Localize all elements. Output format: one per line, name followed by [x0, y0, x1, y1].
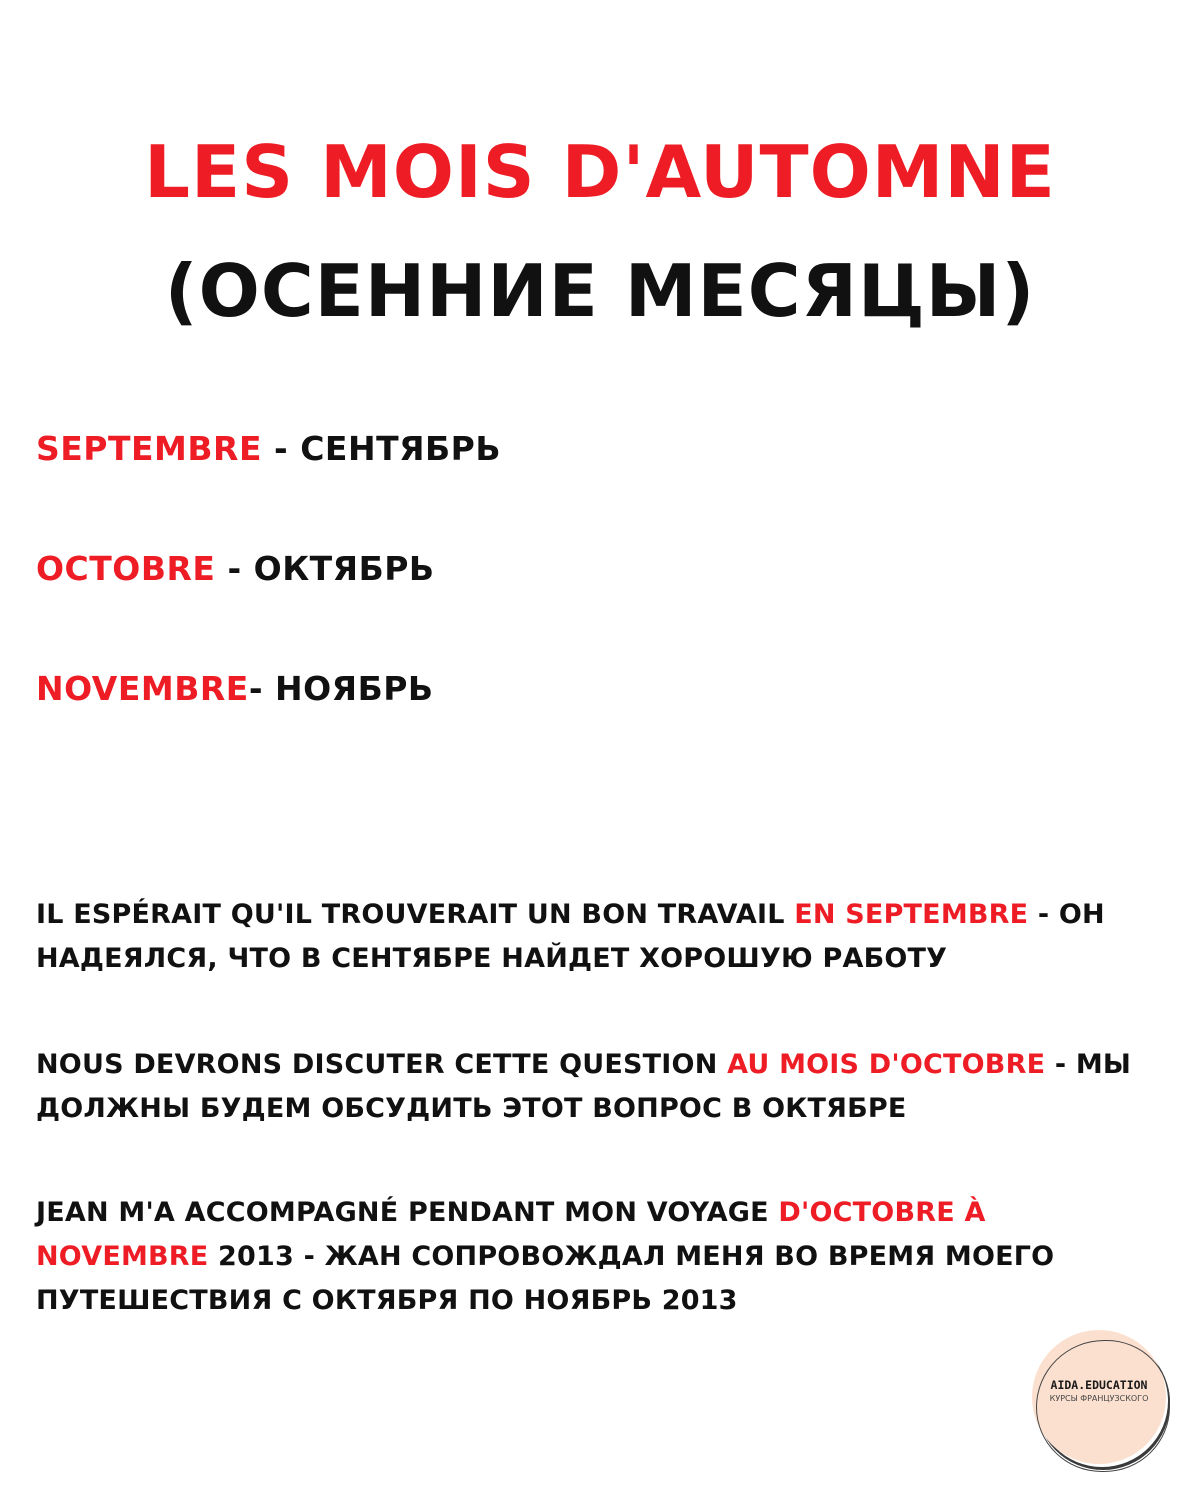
vocab-separator: - [215, 549, 254, 588]
vocab-separator: - [248, 669, 275, 708]
example-translation: 2013 - ЖАН СОПРОВОЖДАЛ МЕНЯ ВО ВРЕМЯ МОЕГО ПУТЕШЕСТВИЯ С ОКТЯБРЯ ПО НОЯБРЬ 2013 [36, 1241, 1055, 1316]
vocab-row-november [36, 669, 434, 708]
example-highlight: EN SEPTEMBRE [794, 899, 1029, 930]
vocab-row-september [36, 429, 501, 468]
page-title-french: LES MOIS D'AUTOMNE [144, 130, 1056, 215]
brand-logo [1032, 1330, 1166, 1464]
vocab-french-word: NOVEMBRE [36, 669, 249, 708]
example-text: NOUS DEVRONS DISCUTER CETTE QUESTION [36, 1049, 728, 1080]
vocab-russian-word: НОЯБРЬ [275, 669, 434, 708]
example-sentence-october-november [36, 1191, 1166, 1323]
vocab-french-word: OCTOBRE [36, 549, 216, 588]
logo-subtitle: КУРСЫ ФРАНЦУЗСКОГО [1049, 1394, 1149, 1403]
example-translation: - МЫ ДОЛЖНЫ БУДЕМ ОБСУДИТЬ ЭТОТ ВОПРОС В ОКТЯБРЕ [36, 1049, 1132, 1124]
example-highlight: D'OCTOBRE À NOVEMBRE [36, 1197, 986, 1272]
example-sentence-september [36, 893, 1166, 981]
example-highlight: AU MOIS D'OCTOBRE [727, 1049, 1046, 1080]
vocab-russian-word: ОКТЯБРЬ [253, 549, 435, 588]
vocab-separator: - [262, 429, 301, 468]
example-sentence-october [36, 1043, 1166, 1131]
vocab-row-october [36, 549, 435, 588]
logo-name: AIDA.EDUCATION [1050, 1378, 1148, 1392]
example-text: JEAN M'A ACCOMPAGNÉ PENDANT MON VOYAGE [36, 1197, 779, 1228]
page-title-russian: (ОСЕННИЕ МЕСЯЦЫ) [164, 248, 1036, 333]
vocab-russian-word: СЕНТЯБРЬ [300, 429, 501, 468]
logo-ring-decoration [1036, 1340, 1170, 1472]
example-text: IL ESPÉRAIT QU'IL TROUVERAIT UN BON TRAVAIL [36, 899, 795, 930]
vocab-french-word: SEPTEMBRE [36, 429, 262, 468]
example-translation: - ОН НАДЕЯЛСЯ, ЧТО В СЕНТЯБРЕ НАЙДЕТ ХОРОШУЮ РАБОТУ [36, 899, 1105, 974]
